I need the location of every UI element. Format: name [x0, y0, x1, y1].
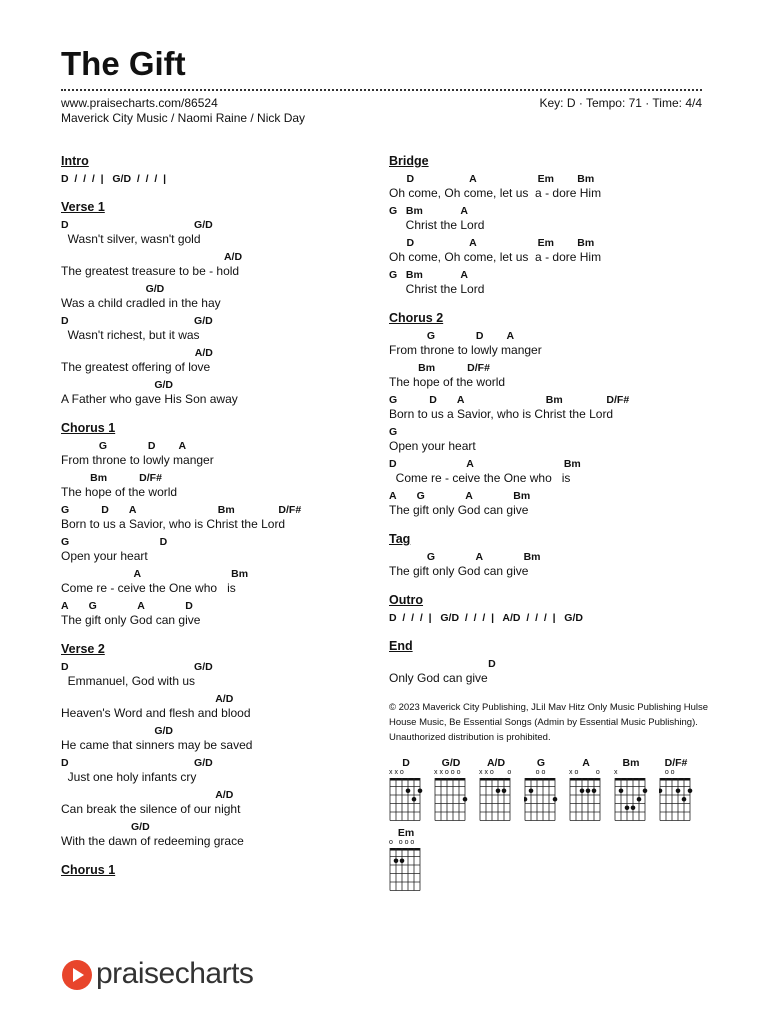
- chord-line: A Bm: [61, 568, 249, 580]
- song-section: [61, 642, 381, 849]
- nut: [570, 778, 600, 781]
- lyric-line: A Father who gave His Son away: [61, 392, 238, 406]
- chord-line: G/D: [61, 725, 174, 737]
- chord-line: D / / / | G/D / / / |: [61, 173, 167, 185]
- section-title: Chorus 2: [389, 311, 444, 325]
- lyric-line: Open your heart: [61, 549, 148, 563]
- chord-diagram-name: Em: [397, 827, 415, 839]
- section-title: Tag: [389, 532, 411, 546]
- fretboard-grid: [614, 777, 652, 821]
- copyright-notice: © 2023 Maverick City Publishing, JLil Mav Hitz Only Music Publishing Hulse House Music, Be Essential Songs (Admin by Essential Music Publishing). Unauthorized distribution is prohibited.: [389, 702, 709, 743]
- finger-dot: [682, 797, 687, 802]
- chord-diagram-name: D: [402, 757, 410, 769]
- chord-line: G: [389, 426, 398, 438]
- chord-line: G/D: [61, 283, 165, 295]
- finger-dot: [619, 788, 624, 793]
- finger-dot: [463, 797, 468, 802]
- right-sections: [389, 154, 709, 686]
- lyric-line: The gift only God can give: [61, 613, 201, 627]
- lyric-line: The gift only God can give: [389, 503, 529, 517]
- title-divider: [61, 89, 702, 91]
- fretboard-grid: [659, 777, 697, 821]
- finger-dot: [412, 797, 417, 802]
- lyric-line: The greatest treasure to be - hold: [61, 264, 240, 278]
- chord-line: G D A: [389, 330, 515, 342]
- lyric-line: Just one holy infants cry: [61, 770, 197, 784]
- song-section: [389, 639, 709, 686]
- lyric-line: Heaven's Word and flesh and blood: [61, 706, 251, 720]
- lyric-line: Oh come, Oh come, let us a - dore Him: [389, 250, 602, 264]
- play-logo-icon: [62, 960, 92, 990]
- lyric-line: Christ the Lord: [389, 218, 485, 232]
- chord-line: A/D: [61, 347, 213, 359]
- chord-line: G D A Bm D/F#: [389, 394, 630, 406]
- song-section: [389, 532, 709, 579]
- chord-diagram: [389, 827, 433, 891]
- open-muted-strings: x: [614, 769, 618, 776]
- chord-line: G/D: [61, 379, 174, 391]
- lyric-line: Was a child cradled in the hay: [61, 296, 221, 310]
- section-title: Verse 1: [61, 200, 105, 214]
- lyric-line: Born to us a Savior, who is Christ the Lord: [389, 407, 614, 421]
- chord-diagram-name: G: [536, 757, 546, 769]
- finger-dot: [676, 788, 681, 793]
- chord-line: G Bm A: [389, 269, 468, 281]
- section-title: Bridge: [389, 154, 429, 168]
- lyric-line: The hope of the world: [61, 485, 178, 499]
- song-section: [61, 421, 381, 628]
- lyric-line: The gift only God can give: [389, 564, 529, 578]
- right-column: [389, 154, 709, 897]
- chord-diagram-name: D/F#: [664, 757, 688, 769]
- section-title: Chorus 1: [61, 421, 116, 435]
- open-muted-strings: x x o: [389, 769, 404, 776]
- chord-diagram-name: A/D: [486, 757, 506, 769]
- chord-line: D G/D: [61, 661, 213, 673]
- lyric-line: Wasn't silver, wasn't gold: [61, 232, 201, 246]
- finger-dot: [625, 805, 630, 810]
- nut: [660, 778, 690, 781]
- lyric-line: Emmanuel, God with us: [61, 674, 196, 688]
- section-title: Chorus 1: [61, 863, 116, 877]
- lyric-line: Come re - ceive the One who is: [61, 581, 236, 595]
- lyric-line: Open your heart: [389, 439, 476, 453]
- chord-line: D: [389, 658, 496, 670]
- finger-dot: [496, 788, 501, 793]
- fretboard-grid: [524, 777, 562, 821]
- open-muted-strings: o o o o: [389, 839, 415, 846]
- lyric-line: Can break the silence of our night: [61, 802, 241, 816]
- lyric-line: Christ the Lord: [389, 282, 485, 296]
- song-meta: [61, 96, 702, 126]
- finger-dot: [643, 788, 648, 793]
- finger-dot: [400, 858, 405, 863]
- song-section: [389, 154, 709, 297]
- chord-line: D A Em Bm: [389, 237, 595, 249]
- finger-dot: [394, 858, 399, 863]
- finger-dot: [529, 788, 534, 793]
- nut: [525, 778, 555, 781]
- chord-line: A/D: [61, 693, 234, 705]
- open-muted-strings: o o: [524, 769, 546, 776]
- song-section: [389, 311, 709, 518]
- section-title: Verse 2: [61, 642, 105, 656]
- lyric-line: From throne to lowly manger: [61, 453, 214, 467]
- finger-dot: [688, 788, 693, 793]
- lyric-line: From throne to lowly manger: [389, 343, 542, 357]
- section-title: End: [389, 639, 413, 653]
- chord-diagram: [389, 757, 433, 821]
- finger-dot: [592, 788, 597, 793]
- song-section: [61, 200, 381, 407]
- lyric-line: He came that sinners may be saved: [61, 738, 253, 752]
- fretboard-grid: [434, 777, 472, 821]
- finger-dot: [553, 797, 558, 802]
- finger-dot: [586, 788, 591, 793]
- chord-line: G A Bm: [389, 551, 541, 563]
- chord-diagram: [569, 757, 613, 821]
- finger-dot: [524, 797, 527, 802]
- finger-dot: [637, 797, 642, 802]
- open-muted-strings: o o: [659, 769, 675, 776]
- chord-line: A G A Bm: [389, 490, 531, 502]
- chord-line: G D A: [61, 440, 187, 452]
- chord-line: D G/D: [61, 315, 213, 327]
- lyric-line: The greatest offering of love: [61, 360, 211, 374]
- fretboard-grid: [479, 777, 517, 821]
- lyric-line: Wasn't richest, but it was: [61, 328, 200, 342]
- chord-diagram: [614, 757, 658, 821]
- chord-line: A/D: [61, 251, 243, 263]
- chord-diagram: [524, 757, 568, 821]
- song-section: [61, 863, 381, 878]
- nut: [435, 778, 465, 781]
- chord-line: D / / / | G/D / / / | A/D / / / | G/D: [389, 612, 583, 624]
- nut: [615, 778, 645, 781]
- song-section: [389, 593, 709, 625]
- chord-diagram-name: G/D: [441, 757, 461, 769]
- chord-diagram-name: A: [582, 757, 590, 769]
- fretboard-grid: [389, 847, 427, 891]
- chord-line: A/D: [61, 789, 234, 801]
- fretboard-grid: [569, 777, 607, 821]
- chord-line: Bm D/F#: [61, 472, 162, 484]
- chord-line: D A Em Bm: [389, 173, 595, 185]
- chord-diagrams: [389, 757, 709, 897]
- chord-line: G Bm A: [389, 205, 468, 217]
- lyric-line: Only God can give: [389, 671, 488, 685]
- brand-name: praisecharts: [96, 957, 254, 990]
- chord-line: G D A Bm D/F#: [61, 504, 302, 516]
- finger-dot: [502, 788, 507, 793]
- finger-dot: [406, 788, 411, 793]
- lyric-line: With the dawn of redeeming grace: [61, 834, 244, 848]
- nut: [390, 848, 420, 851]
- chord-line: Bm D/F#: [389, 362, 490, 374]
- nut: [480, 778, 510, 781]
- chord-diagram: [479, 757, 523, 821]
- song-title: The Gift: [61, 45, 186, 82]
- finger-dot: [631, 805, 636, 810]
- chord-line: D G/D: [61, 219, 213, 231]
- left-column: [61, 154, 381, 892]
- open-muted-strings: x x o o: [479, 769, 512, 776]
- open-muted-strings: x x o o o: [434, 769, 461, 776]
- song-section: [61, 154, 381, 186]
- chord-diagram-name: Bm: [622, 757, 640, 769]
- nut: [390, 778, 420, 781]
- chord-diagram: [659, 757, 703, 821]
- open-muted-strings: x o o: [569, 769, 600, 776]
- song-artists: Maverick City Music / Naomi Raine / Nick Day: [61, 111, 306, 125]
- song-url[interactable]: www.praisecharts.com/86524: [61, 96, 218, 110]
- chord-line: D G/D: [61, 757, 213, 769]
- chord-line: D A Bm: [389, 458, 581, 470]
- lyric-line: Oh come, Oh come, let us a - dore Him: [389, 186, 602, 200]
- praisecharts-logo[interactable]: [62, 958, 262, 994]
- chord-diagram: [434, 757, 478, 821]
- chord-line: G/D: [61, 821, 150, 833]
- lyric-line: Come re - ceive the One who is: [389, 471, 571, 485]
- lyric-line: Born to us a Savior, who is Christ the Lord: [61, 517, 286, 531]
- finger-dot: [418, 788, 423, 793]
- section-title: Intro: [61, 154, 89, 168]
- lyric-line: The hope of the world: [389, 375, 506, 389]
- finger-dot: [580, 788, 585, 793]
- section-title: Outro: [389, 593, 424, 607]
- fretboard-grid: [389, 777, 427, 821]
- chord-line: G D: [61, 536, 168, 548]
- key-tempo-time: Key: D · Tempo: 71 · Time: 4/4: [539, 96, 702, 110]
- chord-line: A G A D: [61, 600, 193, 612]
- finger-dot: [659, 788, 662, 793]
